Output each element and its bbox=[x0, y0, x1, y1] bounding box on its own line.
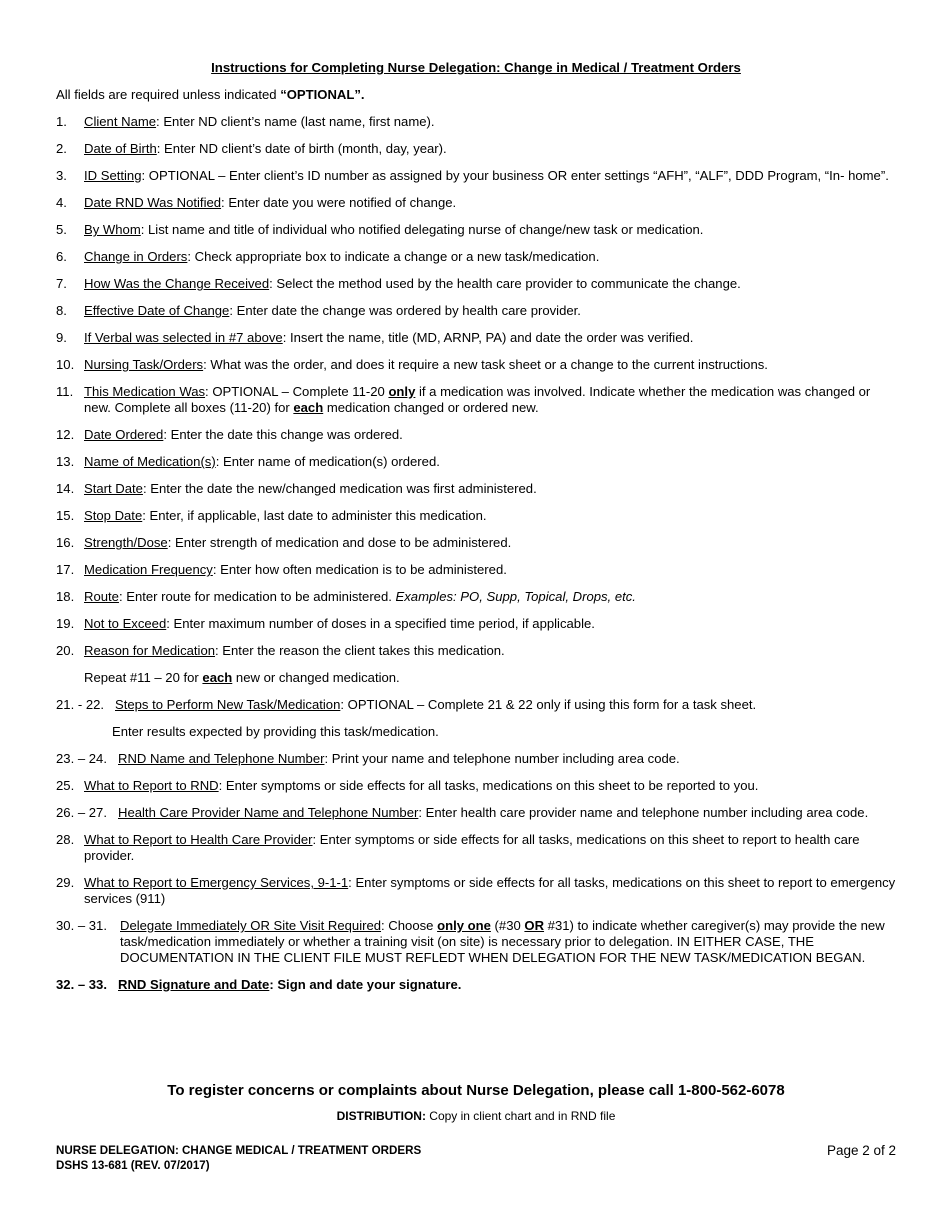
instruction-4 bbox=[56, 195, 896, 211]
item-label: Client Name bbox=[84, 114, 157, 129]
item-text: : OPTIONAL – Complete 21 & 22 only if using this form for a task sheet. bbox=[340, 697, 757, 712]
instruction-20 bbox=[56, 643, 896, 659]
item-label: By Whom bbox=[84, 222, 141, 237]
instruction-26-27 bbox=[56, 805, 896, 821]
item-label: What to Report to Health Care Provider bbox=[84, 832, 313, 847]
item-text: : Enter maximum number of doses in a specified time period, if applicable. bbox=[166, 616, 595, 631]
instruction-16 bbox=[56, 535, 896, 551]
item-label: RND Name and Telephone Number bbox=[118, 751, 325, 766]
item-number: 19. bbox=[56, 616, 75, 631]
instruction-13 bbox=[56, 454, 896, 470]
item-text: : Enter date the change was ordered by health care provider. bbox=[229, 303, 581, 318]
item-emphasis: only one bbox=[437, 918, 491, 933]
item-text: : Enter, if applicable, last date to administer this medication. bbox=[142, 508, 487, 523]
item-label: ID Setting bbox=[84, 168, 142, 183]
form-number: DSHS 13-681 (REV. 07/2017) bbox=[56, 1158, 210, 1172]
intro-text bbox=[56, 87, 365, 102]
item-emphasis: each bbox=[293, 400, 324, 415]
item-text: : Select the method used by the health care provider to communicate the change. bbox=[269, 276, 741, 291]
item-label: Strength/Dose bbox=[84, 535, 168, 550]
item-label: Date RND Was Notified bbox=[84, 195, 222, 210]
item-text: : Enter route for medication to be administered. bbox=[118, 589, 396, 604]
instruction-9 bbox=[56, 330, 896, 346]
item-label: Change in Orders bbox=[84, 249, 188, 264]
instruction-list bbox=[56, 114, 896, 1004]
item-number: 20. bbox=[56, 643, 75, 658]
item-text: Repeat #11 – 20 for bbox=[84, 670, 203, 685]
item-text: : Enter the date the new/changed medication was first administered. bbox=[142, 481, 537, 496]
instruction-2 bbox=[56, 141, 896, 157]
distribution-label: DISTRIBUTION: bbox=[336, 1109, 426, 1123]
item-emphasis: only bbox=[388, 384, 416, 399]
item-examples: Examples: PO, Supp, Topical, Drops, etc. bbox=[395, 589, 636, 604]
item-text: : OPTIONAL – Complete 11-20 bbox=[205, 384, 389, 399]
item-label: If Verbal was selected in #7 above bbox=[84, 330, 283, 345]
item-label: Health Care Provider Name and Telephone Number bbox=[118, 805, 419, 820]
item-number: 2. bbox=[56, 141, 67, 156]
item-text: : Check appropriate box to indicate a change or a new task/medication. bbox=[187, 249, 600, 264]
item-text: : Enter how often medication is to be administered. bbox=[212, 562, 507, 577]
form-footer bbox=[56, 1144, 421, 1173]
repeat-note bbox=[56, 670, 896, 686]
instruction-11 bbox=[56, 384, 896, 416]
item-text: new or changed medication. bbox=[232, 670, 400, 685]
item-text: : Enter ND client’s name (last name, first name). bbox=[156, 114, 435, 129]
item-text: : Enter symptoms or side effects for all tasks, medications on this sheet to report to health care provider. bbox=[84, 832, 860, 863]
instruction-6 bbox=[56, 249, 896, 265]
instruction-7 bbox=[56, 276, 896, 292]
item-text: : Enter name of medication(s) ordered. bbox=[215, 454, 440, 469]
form-name: NURSE DELEGATION: CHANGE MEDICAL / TREATMENT ORDERS bbox=[56, 1144, 422, 1157]
item-number: 15. bbox=[56, 508, 75, 523]
item-text: : Enter symptoms or side effects for all tasks, medications on this sheet to be reported to you. bbox=[218, 778, 759, 793]
item-text: : Insert the name, title (MD, ARNP, PA) and date the order was verified. bbox=[282, 330, 694, 345]
instruction-14 bbox=[56, 481, 896, 497]
instruction-17 bbox=[56, 562, 896, 578]
item-label: Not to Exceed bbox=[84, 616, 167, 631]
item-label: Stop Date bbox=[84, 508, 143, 523]
item-label: This Medication Was bbox=[84, 384, 206, 399]
instruction-29 bbox=[56, 875, 896, 907]
item-number: 16. bbox=[56, 535, 75, 550]
item-text: #31) to indicate whether caregiver(s) may provide the new task/medication immediately or whether a training visit (on site) is necessary prior to delegation. IN EITHER CASE, THE DOCUMENTATION IN THE CLIENT FILE MUST REFLEDT WHEN DELEGATION FOR THE NEW TASK/MEDICATION BEGAN. bbox=[120, 918, 885, 965]
item-text: : Sign and date your signature. bbox=[269, 977, 462, 992]
item-label: Effective Date of Change bbox=[84, 303, 230, 318]
item-text: : Choose bbox=[381, 918, 438, 933]
item-number: 10. bbox=[56, 357, 75, 372]
item-label: Date of Birth bbox=[84, 141, 157, 156]
item-emphasis: each bbox=[202, 670, 233, 685]
item-number: 21. - 22. bbox=[56, 697, 105, 712]
item-label: Route bbox=[84, 589, 119, 604]
item-number: 26. – 27. bbox=[56, 805, 107, 820]
instruction-21-22 bbox=[56, 697, 896, 713]
item-text: : Enter ND client’s date of birth (month, day, year). bbox=[156, 141, 447, 156]
item-label: Name of Medication(s) bbox=[84, 454, 216, 469]
item-label: Nursing Task/Orders bbox=[84, 357, 204, 372]
instruction-28 bbox=[56, 832, 896, 864]
distribution-text: Copy in client chart and in RND file bbox=[425, 1109, 616, 1123]
item-number: 1. bbox=[56, 114, 67, 129]
item-number: 13. bbox=[56, 454, 75, 469]
instruction-12 bbox=[56, 427, 896, 443]
item-label: How Was the Change Received bbox=[84, 276, 270, 291]
item-text: (#30 bbox=[490, 918, 525, 933]
item-number: 5. bbox=[56, 222, 67, 237]
document-page bbox=[56, 0, 896, 1230]
item-text: : Enter the reason the client takes this medication. bbox=[215, 643, 505, 658]
item-text: : List name and title of individual who notified delegating nurse of change/new task or medication. bbox=[140, 222, 704, 237]
item-label: RND Signature and Date bbox=[118, 977, 270, 992]
item-number: 23. – 24. bbox=[56, 751, 107, 766]
intro-optional: “OPTIONAL”. bbox=[280, 87, 365, 102]
item-emphasis: OR bbox=[524, 918, 545, 933]
instruction-21-22-sub bbox=[56, 724, 896, 740]
item-text: : Enter date you were notified of change. bbox=[221, 195, 457, 210]
instruction-25 bbox=[56, 778, 896, 794]
item-number: 29. bbox=[56, 875, 75, 890]
intro-plain: All fields are required unless indicated bbox=[56, 87, 281, 102]
item-number: 25. bbox=[56, 778, 75, 793]
item-text: medication changed or ordered new. bbox=[323, 400, 539, 415]
item-number: 17. bbox=[56, 562, 75, 577]
item-label: Start Date bbox=[84, 481, 143, 496]
item-number: 14. bbox=[56, 481, 75, 496]
item-label: Date Ordered bbox=[84, 427, 164, 442]
item-number: 7. bbox=[56, 276, 67, 291]
document-title: Instructions for Completing Nurse Delegation: Change in Medical / Treatment Orders bbox=[211, 60, 741, 75]
instruction-8 bbox=[56, 303, 896, 319]
item-text: : Enter strength of medication and dose to be administered. bbox=[167, 535, 512, 550]
instruction-10 bbox=[56, 357, 896, 373]
item-number: 28. bbox=[56, 832, 75, 847]
instruction-1 bbox=[56, 114, 896, 130]
instruction-3 bbox=[56, 168, 896, 184]
concerns-line: To register concerns or complaints about Nurse Delegation, please call 1-800-562-6078 bbox=[167, 1082, 785, 1099]
item-number: 9. bbox=[56, 330, 67, 345]
item-text: : What was the order, and does it require a new task sheet or a change to the current instructions. bbox=[203, 357, 768, 372]
item-text: : Enter the date this change was ordered. bbox=[163, 427, 403, 442]
item-number: 4. bbox=[56, 195, 67, 210]
item-label: What to Report to Emergency Services, 9-1-1 bbox=[84, 875, 349, 890]
item-number: 11. bbox=[56, 384, 74, 399]
item-text: if a medication was involved. Indicate whether the medication was changed or new. Complete all boxes (11-20) for bbox=[84, 384, 871, 415]
page-number: Page 2 of 2 bbox=[826, 1143, 896, 1158]
instruction-5 bbox=[56, 222, 896, 238]
item-number: 12. bbox=[56, 427, 75, 442]
item-text: : Enter symptoms or side effects for all tasks, medications on this sheet to report to emergency services (911) bbox=[84, 875, 896, 906]
item-text: : Enter health care provider name and telephone number including area code. bbox=[418, 805, 869, 820]
item-number: 18. bbox=[56, 589, 75, 604]
item-label: Medication Frequency bbox=[84, 562, 213, 577]
item-text: : Print your name and telephone number including area code. bbox=[324, 751, 680, 766]
instruction-15 bbox=[56, 508, 896, 524]
instruction-18 bbox=[56, 589, 896, 605]
instruction-30-31 bbox=[56, 918, 896, 966]
item-number: 32. – 33. bbox=[56, 977, 107, 992]
item-number: 6. bbox=[56, 249, 67, 264]
instruction-32-33 bbox=[56, 977, 896, 993]
distribution-line bbox=[56, 1109, 896, 1123]
item-text: : OPTIONAL – Enter client’s ID number as assigned by your business OR enter settings “AFH”, “ALF”, DDD Program, “In- home”. bbox=[141, 168, 889, 183]
item-label: What to Report to RND bbox=[84, 778, 219, 793]
item-number: 3. bbox=[56, 168, 67, 183]
item-text: Enter results expected by providing this task/medication. bbox=[112, 724, 439, 739]
item-number: 8. bbox=[56, 303, 67, 318]
item-label: Reason for Medication bbox=[84, 643, 216, 658]
instruction-19 bbox=[56, 616, 896, 632]
item-number: 30. – 31. bbox=[56, 918, 107, 933]
instruction-23-24 bbox=[56, 751, 896, 767]
item-label: Delegate Immediately OR Site Visit Required bbox=[120, 918, 382, 933]
item-label: Steps to Perform New Task/Medication bbox=[115, 697, 341, 712]
